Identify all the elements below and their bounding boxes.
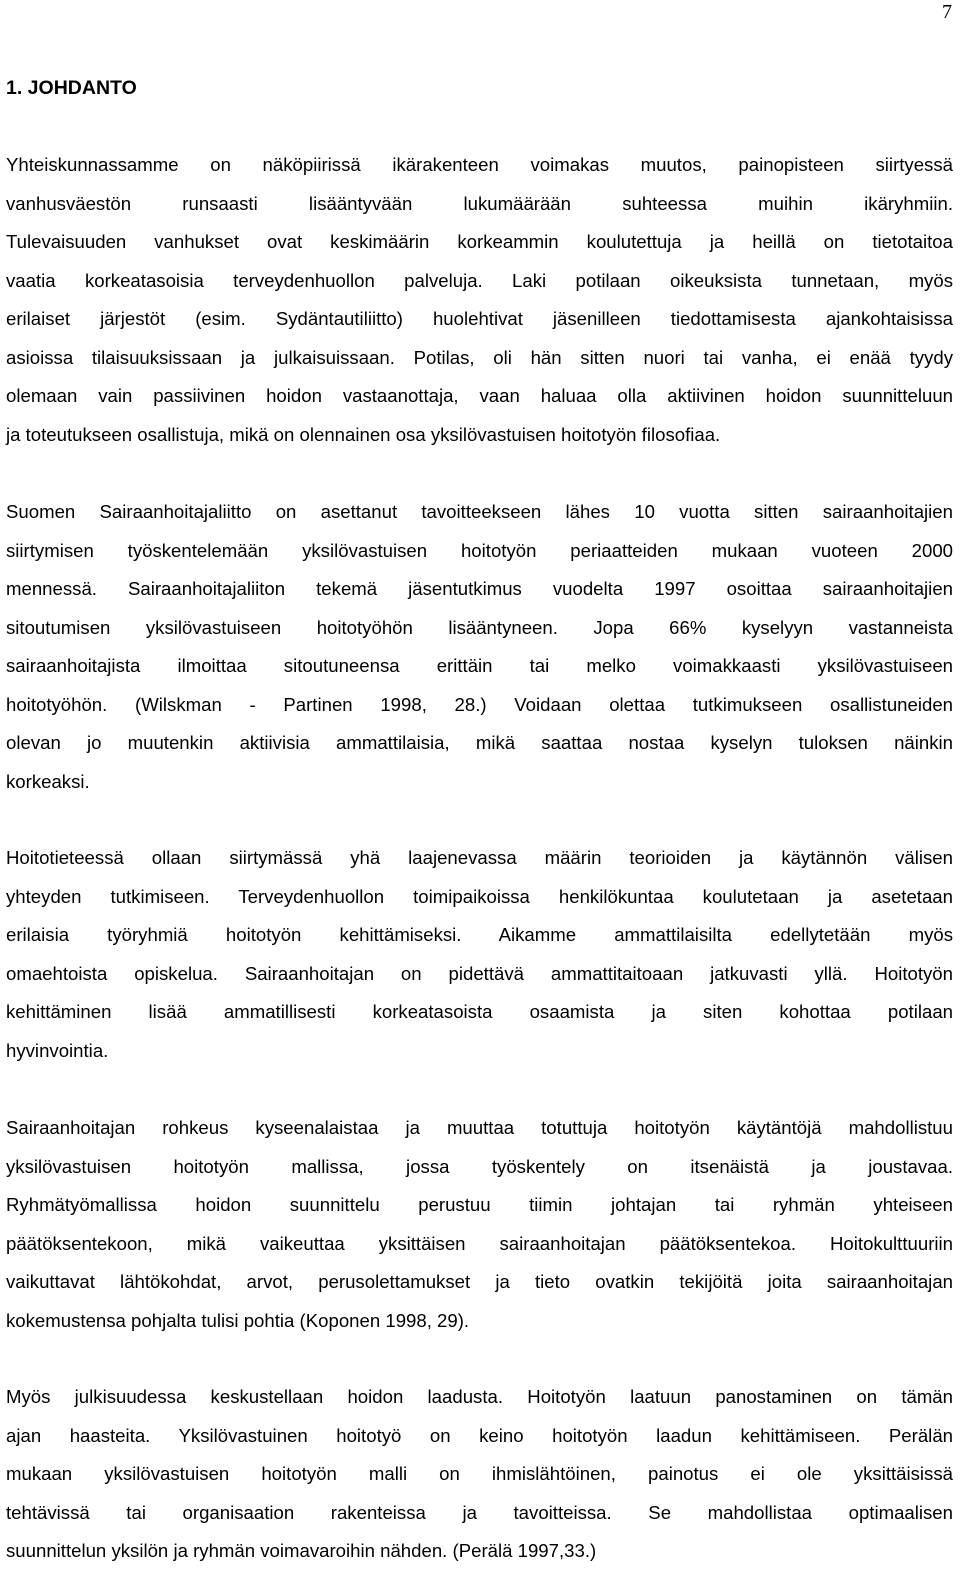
paragraph-line: Hoitotieteessä ollaan siirtymässä yhä laajenevassa määrin teorioiden ja käytännön välisen (6, 847, 953, 868)
paragraph-line: olevan jo muutenkin aktiivisia ammattilaisia, mikä saattaa nostaa kyselyn tuloksen näinkin (6, 732, 953, 753)
paragraph-line: sitoutumisen yksilövastuiseen hoitotyöhön lisääntyneen. Jopa 66% kyselyyn vastanneista (6, 616, 953, 638)
paragraph-line: Suomen Sairaanhoitajaliitto on asettanut tavoitteekseen lähes 10 vuotta sitten sairaanhoitajien (6, 501, 953, 522)
paragraph-line: siirtymisen työskentelemään yksilövastuisen hoitotyön periaatteiden mukaan vuoteen 2000 (6, 539, 953, 561)
paragraph-line: Yhteiskunnassamme on näköpiirissä ikärakenteen voimakas muutos, painopisteen siirtyessä (6, 154, 953, 175)
paragraph-line: korkeaksi. (6, 770, 90, 792)
paragraph-line: ajan haasteita. Yksilövastuinen hoitotyö on keino hoitotyön laadun kehittämiseen. Perälän (6, 1424, 953, 1446)
paragraph-line: ja toteutukseen osallistuja, mikä on olennainen osa yksilövastuisen hoitotyön filosofiaa. (6, 423, 721, 445)
paragraph-line: asioissa tilaisuuksissaan ja julkaisuissaan. Potilas, oli hän sitten nuori tai vanha, ei enää tyydy (6, 346, 953, 368)
paragraph-1 (6, 146, 953, 454)
paragraph-3 (6, 839, 953, 1070)
paragraph-4 (6, 1109, 953, 1340)
paragraph-line: vanhusväestön runsaasti lisääntyvään lukumäärään suhteessa muihin ikäryhmiin. (6, 192, 953, 214)
paragraph-line: erilaisia työryhmiä hoitotyön kehittämiseksi. Aikamme ammattilaisilta edellytetään myös (6, 924, 953, 945)
chapter-heading: 1. JOHDANTO (6, 77, 137, 99)
paragraph-line: hoitotyöhön. (Wilskman - Partinen 1998, 28.) Voidaan olettaa tutkimukseen osallistuneiden (6, 693, 953, 715)
paragraph-line: mennessä. Sairaanhoitajaliiton tekemä jäsentutkimus vuodelta 1997 osoittaa sairaanhoitajien (6, 578, 953, 599)
paragraph-line: Ryhmätyömallissa hoidon suunnittelu perustuu tiimin johtajan tai ryhmän yhteiseen (6, 1194, 953, 1215)
paragraph-line: vaatia korkeatasoisia terveydenhuollon palveluja. Laki potilaan oikeuksista tunnetaan, myös (6, 269, 953, 291)
paragraph-line: hyvinvointia. (6, 1039, 109, 1061)
paragraph-line: kokemustensa pohjalta tulisi pohtia (Koponen 1998, 29). (6, 1309, 470, 1331)
paragraph-line: yksilövastuisen hoitotyön mallissa, jossa työskentely on itsenäistä ja joustavaa. (6, 1155, 953, 1177)
paragraph-line: Sairaanhoitajan rohkeus kyseenalaistaa ja muuttaa totuttuja hoitotyön käytäntöjä mahdollistuu (6, 1117, 953, 1138)
paragraph-line: yhteyden tutkimiseen. Terveydenhuollon toimipaikoissa henkilökuntaa koulutetaan ja asetetaan (6, 885, 953, 907)
paragraph-5 (6, 1378, 953, 1571)
paragraph-line: omaehtoista opiskelua. Sairaanhoitajan on pidettävä ammattitaitoaan jatkuvasti yllä. Hoitotyön (6, 962, 953, 984)
paragraph-line: erilaiset järjestöt (esim. Sydäntautiliitto) huolehtivat jäsenilleen tiedottamisesta ajankohtaisissa (6, 308, 953, 329)
paragraph-line: Tulevaisuuden vanhukset ovat keskimäärin korkeammin koulutettuja ja heillä on tietotaitoa (6, 231, 953, 252)
page-number: 7 (942, 1, 952, 23)
paragraph-line: tehtävissä tai organisaation rakenteissa ja tavoitteissa. Se mahdollistaa optimaalisen (6, 1501, 953, 1523)
paragraph-line: vaikuttavat lähtökohdat, arvot, perusolettamukset ja tieto ovatkin tekijöitä joita sairaanhoitajan (6, 1271, 953, 1292)
paragraph-line: sairaanhoitajista ilmoittaa sitoutuneensa erittäin tai melko voimakkaasti yksilövastuiseen (6, 655, 953, 676)
paragraph-2 (6, 493, 953, 801)
paragraph-line: Myös julkisuudessa keskustellaan hoidon laadusta. Hoitotyön laatuun panostaminen on tämän (6, 1386, 953, 1407)
paragraph-line: mukaan yksilövastuisen hoitotyön malli on ihmislähtöinen, painotus ei ole yksittäisissä (6, 1463, 953, 1484)
paragraph-line: kehittäminen lisää ammatillisesti korkeatasoista osaamista ja siten kohottaa potilaan (6, 1001, 953, 1022)
paragraph-line: olemaan vain passiivinen hoidon vastaanottaja, vaan haluaa olla aktiivinen hoidon suunnitteluun (6, 385, 953, 406)
paragraph-line: päätöksentekoon, mikä vaikeuttaa yksittäisen sairaanhoitajan päätöksentekoa. Hoitokulttuuriin (6, 1232, 953, 1254)
paragraph-line: suunnittelun yksilön ja ryhmän voimavaroihin nähden. (Perälä 1997,33.) (6, 1540, 597, 1561)
